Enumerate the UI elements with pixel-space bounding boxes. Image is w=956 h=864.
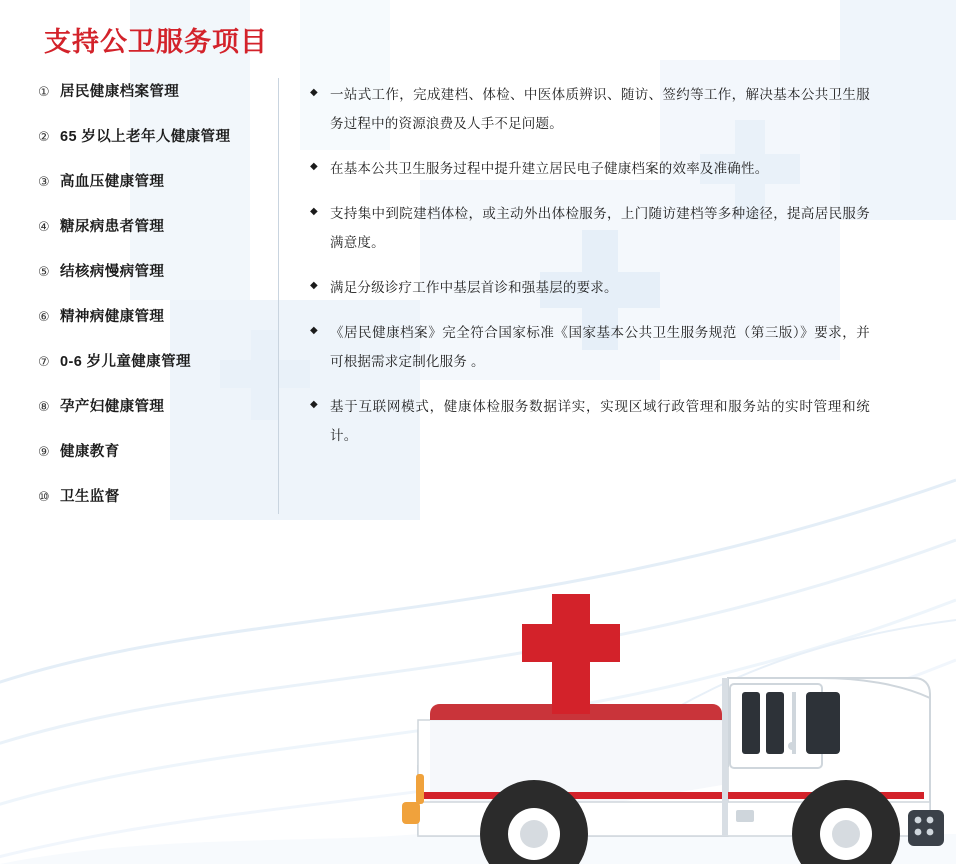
list-item-label: 精神病健康管理 bbox=[60, 309, 165, 325]
list-item-label: 健康教育 bbox=[60, 444, 120, 460]
diamond-bullet-icon: ◆ bbox=[310, 399, 318, 411]
list-item-label: 结核病慢病管理 bbox=[60, 264, 165, 280]
diamond-bullet-icon: ◆ bbox=[310, 325, 318, 337]
list-item[interactable] bbox=[38, 215, 268, 260]
diamond-bullet-icon: ◆ bbox=[310, 161, 318, 173]
diamond-bullet-icon: ◆ bbox=[310, 87, 318, 98]
list-item-number: ⑥ bbox=[38, 309, 50, 324]
feature-text: 满足分级诊疗工作中基层首诊和强基层的要求。 bbox=[330, 280, 618, 296]
list-item[interactable] bbox=[38, 485, 268, 530]
service-list bbox=[38, 80, 268, 530]
list-item-label: 卫生监督 bbox=[60, 489, 120, 505]
list-item-number: ⑨ bbox=[38, 444, 50, 459]
feature-text: 基于互联网模式，健康体检服务数据详实，实现区域行政管理和服务站的实时管理和统计。 bbox=[330, 399, 870, 444]
list-item[interactable] bbox=[38, 440, 268, 485]
list-item-number: ④ bbox=[38, 219, 50, 234]
list-item[interactable] bbox=[38, 80, 268, 125]
feature-text: 支持集中到院建档体检，或主动外出体检服务，上门随访建档等多种途径，提高居民服务满意度。 bbox=[330, 206, 870, 251]
feature-item bbox=[310, 154, 870, 183]
feature-item bbox=[310, 318, 870, 376]
list-item-number: ③ bbox=[38, 174, 50, 189]
feature-text: 在基本公共卫生服务过程中提升建立居民电子健康档案的效率及准确性。 bbox=[330, 161, 769, 177]
list-item[interactable] bbox=[38, 170, 268, 215]
list-item-number: ② bbox=[38, 129, 50, 144]
diamond-bullet-icon: ◆ bbox=[310, 280, 318, 292]
feature-item bbox=[310, 199, 870, 257]
list-item-label: 65 岁以上老年人健康管理 bbox=[60, 129, 231, 145]
feature-text: 《居民健康档案》完全符合国家标准《国家基本公共卫生服务规范（第三版）》要求，并可根据需求定制化服务 。 bbox=[330, 325, 870, 370]
list-item[interactable] bbox=[38, 305, 268, 350]
list-item[interactable] bbox=[38, 260, 268, 305]
list-item-number: ⑤ bbox=[38, 264, 50, 279]
feature-text: 一站式工作，完成建档、体检、中医体质辨识、随访、签约等工作，解决基本公共卫生服务过程中的资源浪费及人手不足问题。 bbox=[330, 87, 870, 132]
feature-list bbox=[310, 80, 870, 466]
list-item[interactable] bbox=[38, 350, 268, 395]
list-item[interactable] bbox=[38, 125, 268, 170]
list-item-number: ⑩ bbox=[38, 489, 50, 504]
list-item-number: ① bbox=[38, 84, 50, 99]
diamond-bullet-icon: ◆ bbox=[310, 206, 318, 218]
feature-item bbox=[310, 80, 870, 138]
list-item-label: 糖尿病患者管理 bbox=[60, 219, 165, 235]
feature-item bbox=[310, 273, 870, 302]
page-title: 支持公卫服务项目 bbox=[44, 27, 268, 57]
ambulance-illustration bbox=[0, 534, 956, 864]
list-item-label: 0-6 岁儿童健康管理 bbox=[60, 354, 191, 370]
list-item[interactable] bbox=[38, 395, 268, 440]
list-item-number: ⑦ bbox=[38, 354, 50, 369]
list-item-label: 高血压健康管理 bbox=[60, 174, 165, 190]
feature-item bbox=[310, 392, 870, 450]
list-item-label: 居民健康档案管理 bbox=[60, 84, 180, 100]
vertical-divider bbox=[278, 78, 279, 514]
list-item-number: ⑧ bbox=[38, 399, 50, 414]
list-item-label: 孕产妇健康管理 bbox=[60, 399, 165, 415]
